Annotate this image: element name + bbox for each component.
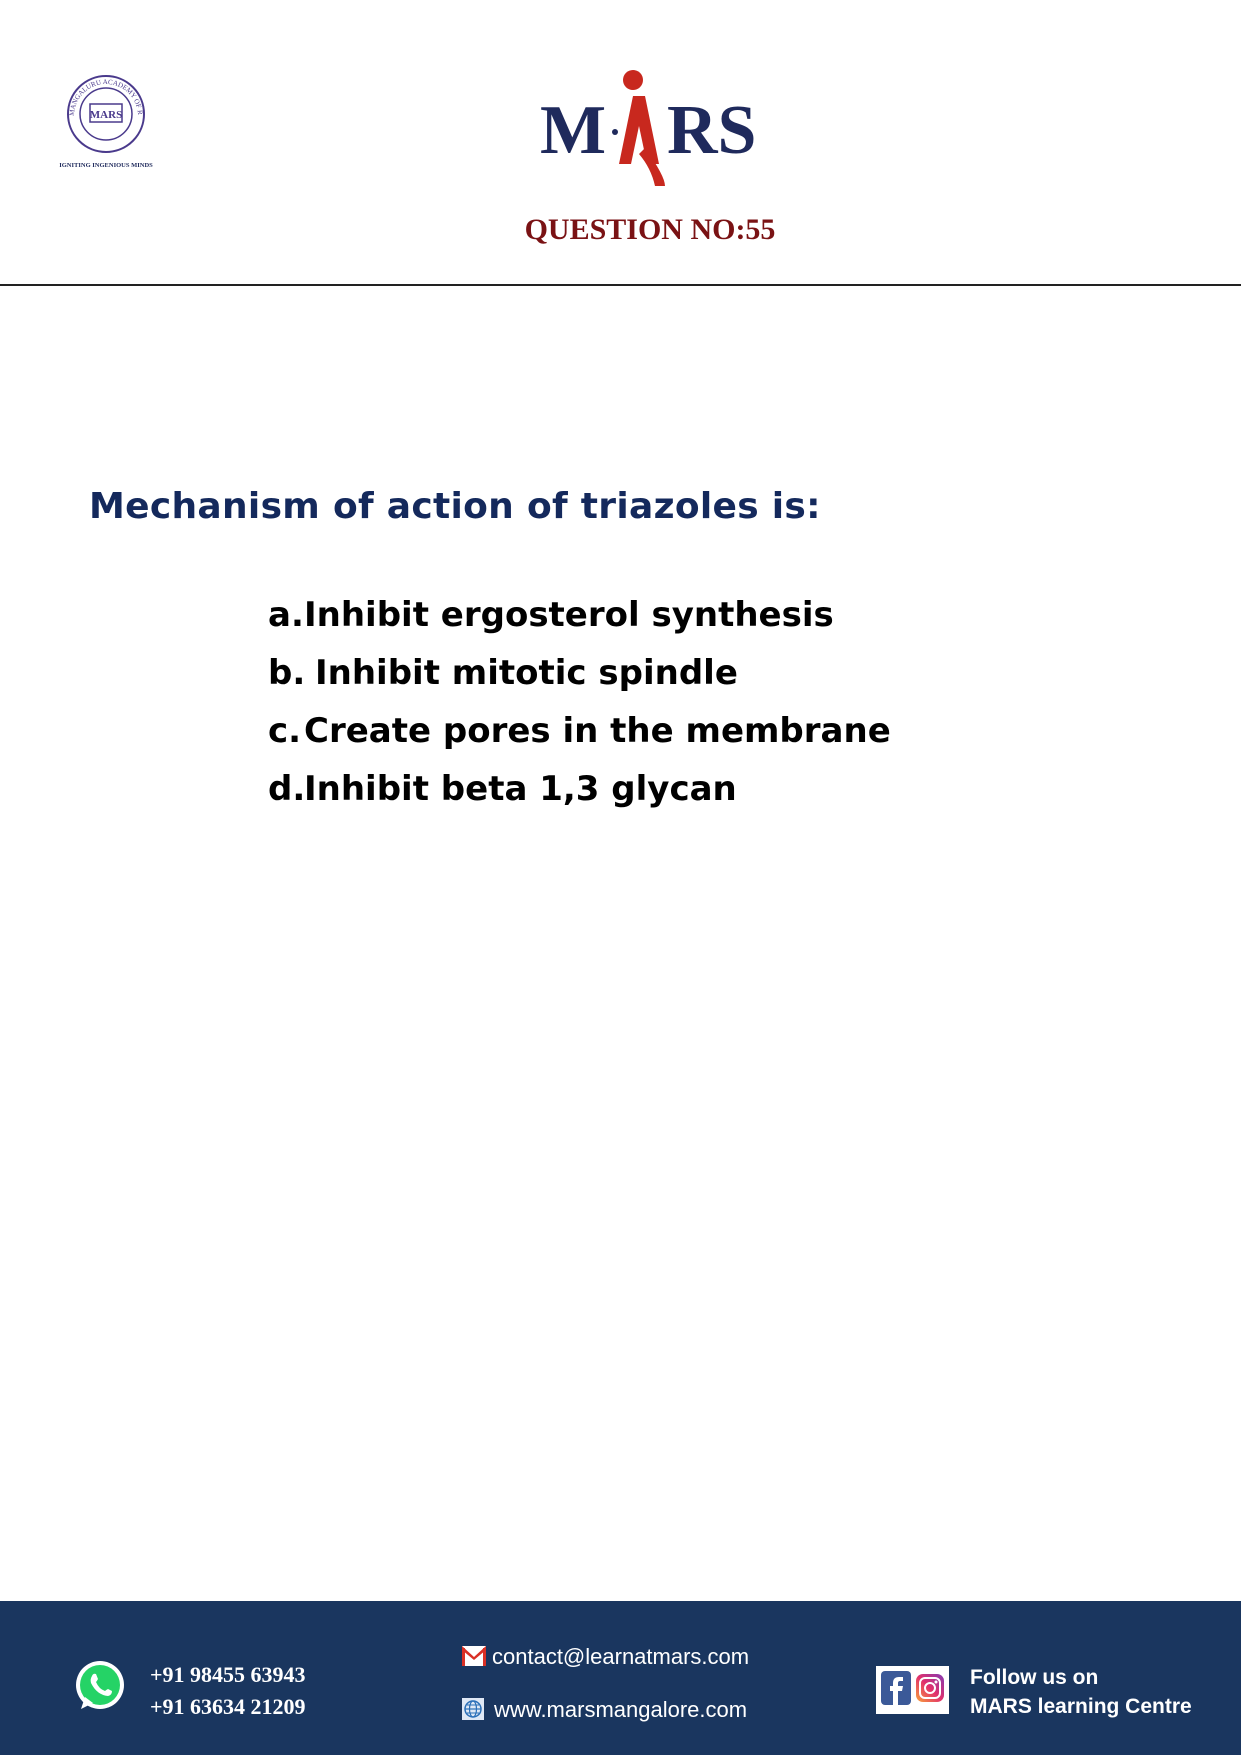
option-text: Inhibit ergosterol synthesis (304, 595, 834, 635)
svg-text:IGNITING INGENIOUS MINDS: IGNITING INGENIOUS MINDS (59, 162, 153, 169)
follow-line-1: Follow us on (970, 1666, 1099, 1689)
instagram-icon[interactable] (915, 1671, 945, 1710)
follow-us-text (970, 1663, 1192, 1721)
globe-icon (462, 1698, 484, 1720)
option-letter: d. (268, 769, 306, 809)
phone-numbers (150, 1659, 306, 1723)
svg-text:M: M (540, 92, 607, 169)
website-link[interactable]: www.marsmangalore.com (494, 1697, 748, 1722)
follow-line-2: MARS learning Centre (970, 1695, 1192, 1718)
option-b (268, 648, 891, 706)
email-link[interactable]: contact@learnatmars.com (492, 1644, 750, 1669)
option-letter: a. (268, 595, 304, 635)
phone-2[interactable]: +91 63634 21209 (150, 1694, 306, 1719)
option-text: Inhibit beta 1,3 glycan (304, 769, 737, 809)
academy-seal-logo (52, 66, 164, 172)
svg-text:RS: RS (667, 92, 757, 169)
mars-brand-logo (535, 68, 795, 190)
option-letter: c. (268, 711, 302, 751)
header-divider (0, 284, 1241, 286)
whatsapp-icon (73, 1659, 127, 1713)
option-letter: b. (268, 653, 306, 693)
phone-1[interactable]: +91 98455 63943 (150, 1662, 306, 1687)
options-list (268, 590, 891, 822)
question-number: QUESTION NO:55 (524, 213, 776, 246)
svg-text:MANGALURU ACADEMY OF REFINED S: MANGALURU ACADEMY OF R (67, 77, 145, 117)
option-text: Inhibit mitotic spindle (315, 653, 738, 693)
mail-icon (462, 1646, 486, 1666)
svg-text:MARS: MARS (89, 109, 123, 121)
option-d (268, 764, 891, 822)
facebook-icon[interactable] (881, 1671, 911, 1710)
option-text: Create pores in the membrane (304, 711, 891, 751)
question-text: Mechanism of action of triazoles is: (89, 486, 821, 527)
footer (0, 1601, 1241, 1755)
social-icons (876, 1666, 949, 1714)
option-a (268, 590, 891, 648)
option-c (268, 706, 891, 764)
